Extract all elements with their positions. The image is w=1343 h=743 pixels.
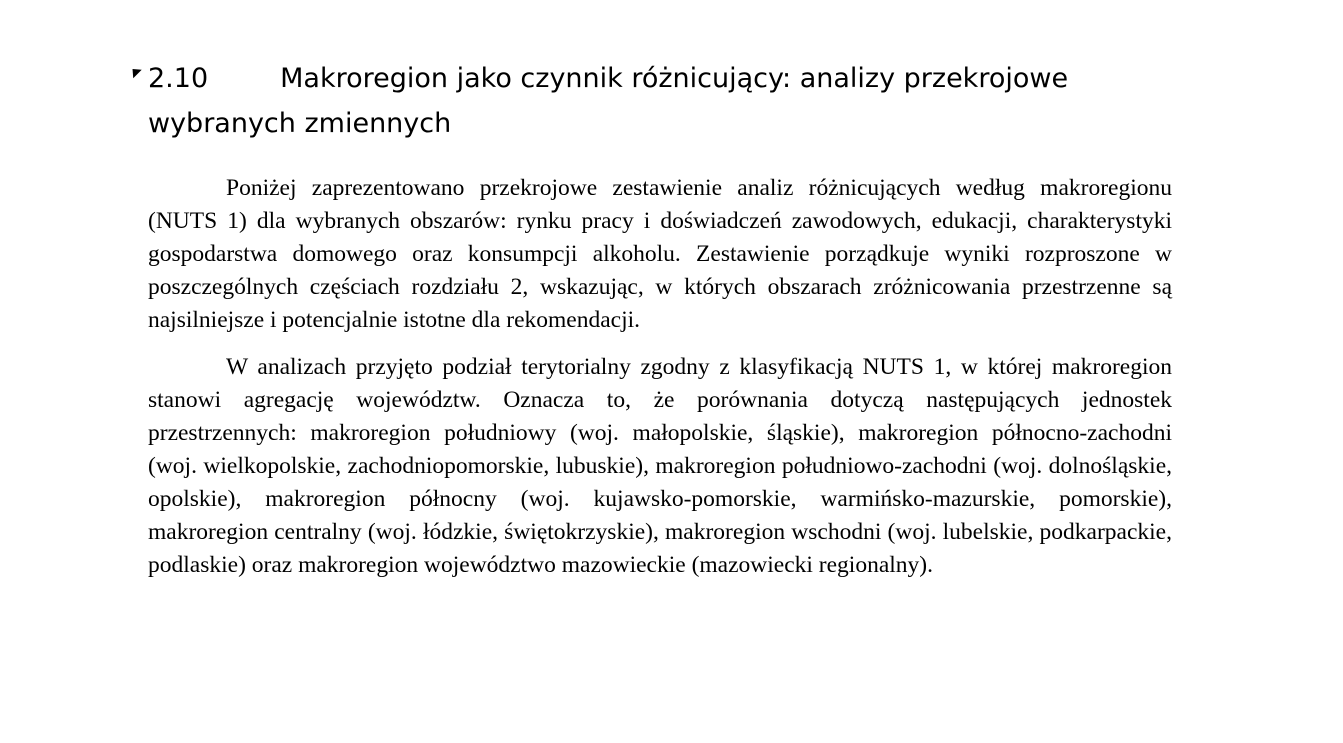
paragraph: W analizach przyjęto podział terytorialny zgodny z klasyfikacją NUTS 1, w której makroregion stanowi agregację województw. Oznacza to, że porównania dotyczą następujących jednostek przestrzennych: makroregion południowy (woj. małopolskie, śląskie), makroregion północno-zachodni (woj. wielkopolskie, zachodniopomorskie, lubuskie), makroregion południowo-zachodni (woj. dolnośląskie, opolskie), makroregion północny (woj. kujawsko-pomorskie, warmińsko-mazurskie, pomorskie), makroregion centralny (woj. łódzkie, świętokrzyskie), makroregion wschodni (woj. lubelskie, podkarpackie, podlaskie) oraz makroregion województwo mazowieckie (mazowiecki regionalny). bbox=[148, 354, 1172, 578]
page-title bbox=[148, 56, 1178, 146]
heading-number: 2.10 bbox=[148, 63, 209, 94]
paragraph: Poniżej zaprezentowano przekrojowe zestawienie analiz różnicujących według makroregionu (NUTS 1) dla wybranych obszarów: rynku pracy i doświadczeń zawodowych, edukacji, charakterystyki gospodarstwa domowego oraz konsumpcji alkoholu. Zestawienie porządkuje wyniki rozproszone w poszczególnych częściach rozdziału 2, wskazując, w których obszarach zróżnicowania przestrzenne są najsilniejsze i potencjalnie istotne dla rekomendacji. bbox=[148, 175, 1172, 333]
section-heading-block bbox=[148, 56, 1178, 146]
heading-text: Makroregion jako czynnik różnicujący: analizy przekrojowe wybranych zmiennych bbox=[148, 63, 1077, 139]
collapse-triangle-icon[interactable] bbox=[128, 65, 141, 78]
body-text-block bbox=[148, 172, 1172, 582]
